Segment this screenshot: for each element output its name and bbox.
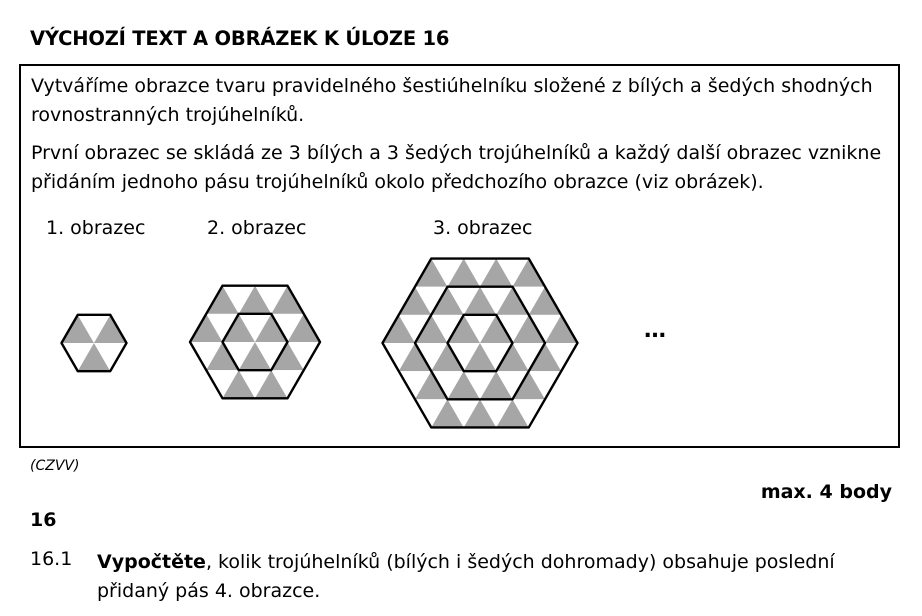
intro-paragraph-2: První obrazec se skládá ze 3 bílých a 3 šedých trojúhelníků a každý další obrazec vznikne přidáním jednoho pásu trojúhelníků okolo předchozího obrazce (viz obrázek). — [31, 142, 882, 193]
figure-1-hexagon — [62, 315, 127, 371]
source-text-box — [19, 64, 900, 448]
task-heading: VÝCHOZÍ TEXT A OBRÁZEK K ÚLOZE 16 — [30, 27, 450, 50]
subtask-rest: , kolik trojúhelníků (bílých i šedých dohromady) obsahuje poslední přidaný pás 4. obrazce. — [97, 551, 835, 602]
task-number: 16 — [30, 509, 57, 531]
figure-1-label: 1. obrazec — [46, 217, 146, 239]
figure-2-label: 2. obrazec — [207, 217, 307, 239]
intro-paragraph-1: Vytváříme obrazce tvaru pravidelného šestiúhelníku složené z bílých a šedých shodných rovnostranných trojúhelníků. — [31, 75, 873, 126]
subtask-text — [97, 548, 857, 606]
subtask-verb: Vypočtěte — [97, 551, 206, 573]
figure-2-hexagon — [190, 286, 320, 399]
max-points: max. 4 body — [760, 481, 892, 503]
figure-3-label: 3. obrazec — [433, 217, 533, 239]
hexagon-figures — [21, 66, 898, 446]
ellipsis: … — [644, 318, 668, 343]
subtask-number: 16.1 — [30, 548, 73, 570]
figure-3-hexagon — [383, 259, 578, 428]
source-note: (CZVV) — [30, 458, 80, 474]
